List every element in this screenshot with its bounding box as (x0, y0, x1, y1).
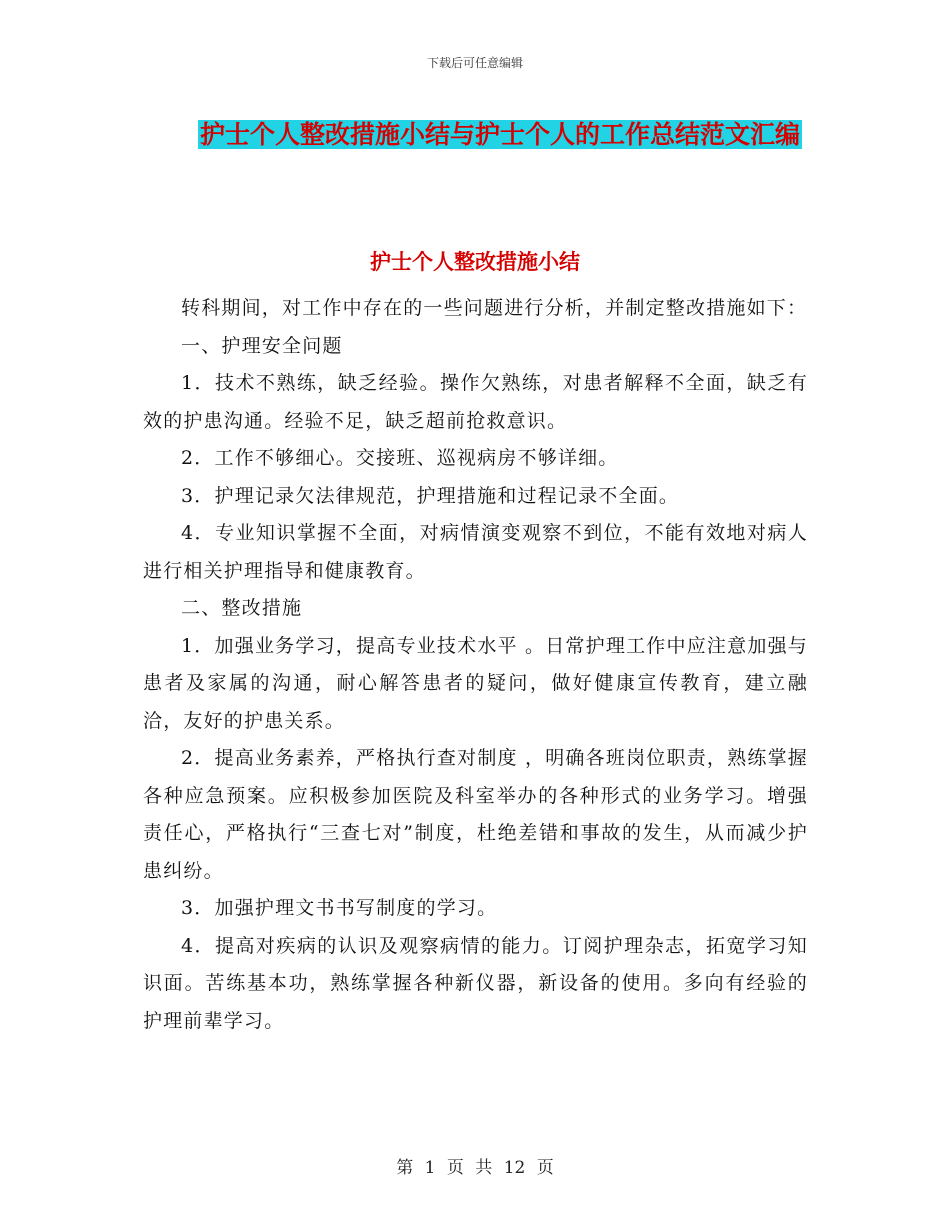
section-title: 护士个人整改措施小结 (370, 249, 580, 274)
page-number: 第 1 页 共 12 页 (396, 1158, 554, 1178)
document-body (143, 290, 808, 1040)
paragraph: 1．加强业务学习，提高专业技术水平 。日常护理工作中应注意加强与患者及家属的沟通，耐心解答患者的疑问，做好健康宣传教育，建立融洽，友好的护患关系。 (143, 634, 808, 732)
paragraph: 3．加强护理文书书写制度的学习。 (181, 897, 498, 919)
header-note: 下载后可任意编辑 (426, 56, 523, 70)
paragraph: 二、整改措施 (181, 597, 303, 619)
document-title-text: 护士个人整改措施小结与护士个人的工作总结范文汇编 (199, 120, 800, 149)
paragraph: 2．提高业务素养，严格执行查对制度 ，明确各班岗位职责，熟练掌握各种应急预案。应积极参加医院及科室举办的各种形式的业务学习。增强责任心，严格执行“三查七对”制度，杜绝差错和事故的发生，从而减少护患纠纷。 (143, 747, 808, 882)
paragraph: 1．技术不熟练，缺乏经验。操作欠熟练，对患者解释不全面，缺乏有效的护患沟通。经验不足，缺乏超前抢救意识。 (143, 372, 808, 432)
paragraph: 3．护理记录欠法律规范，护理措施和过程记录不全面。 (181, 484, 680, 507)
document-title (150, 108, 850, 161)
paragraph: 转科期间，对工作中存在的一些问题进行分析，并制定整改措施如下： (181, 297, 808, 319)
paragraph: 4．专业知识掌握不全面，对病情演变观察不到位，不能有效地对病人进行相关护理指导和健康教育。 (143, 522, 808, 582)
paragraph: 2．工作不够细心。交接班、巡视病房不够详细。 (181, 447, 619, 469)
paragraph: 一、护理安全问题 (181, 334, 343, 357)
paragraph: 4．提高对疾病的认识及观察病情的能力。订阅护理杂志，拓宽学习知识面。苦练基本功，熟练掌握各种新仪器，新设备的使用。多向有经验的护理前辈学习。 (143, 934, 808, 1032)
